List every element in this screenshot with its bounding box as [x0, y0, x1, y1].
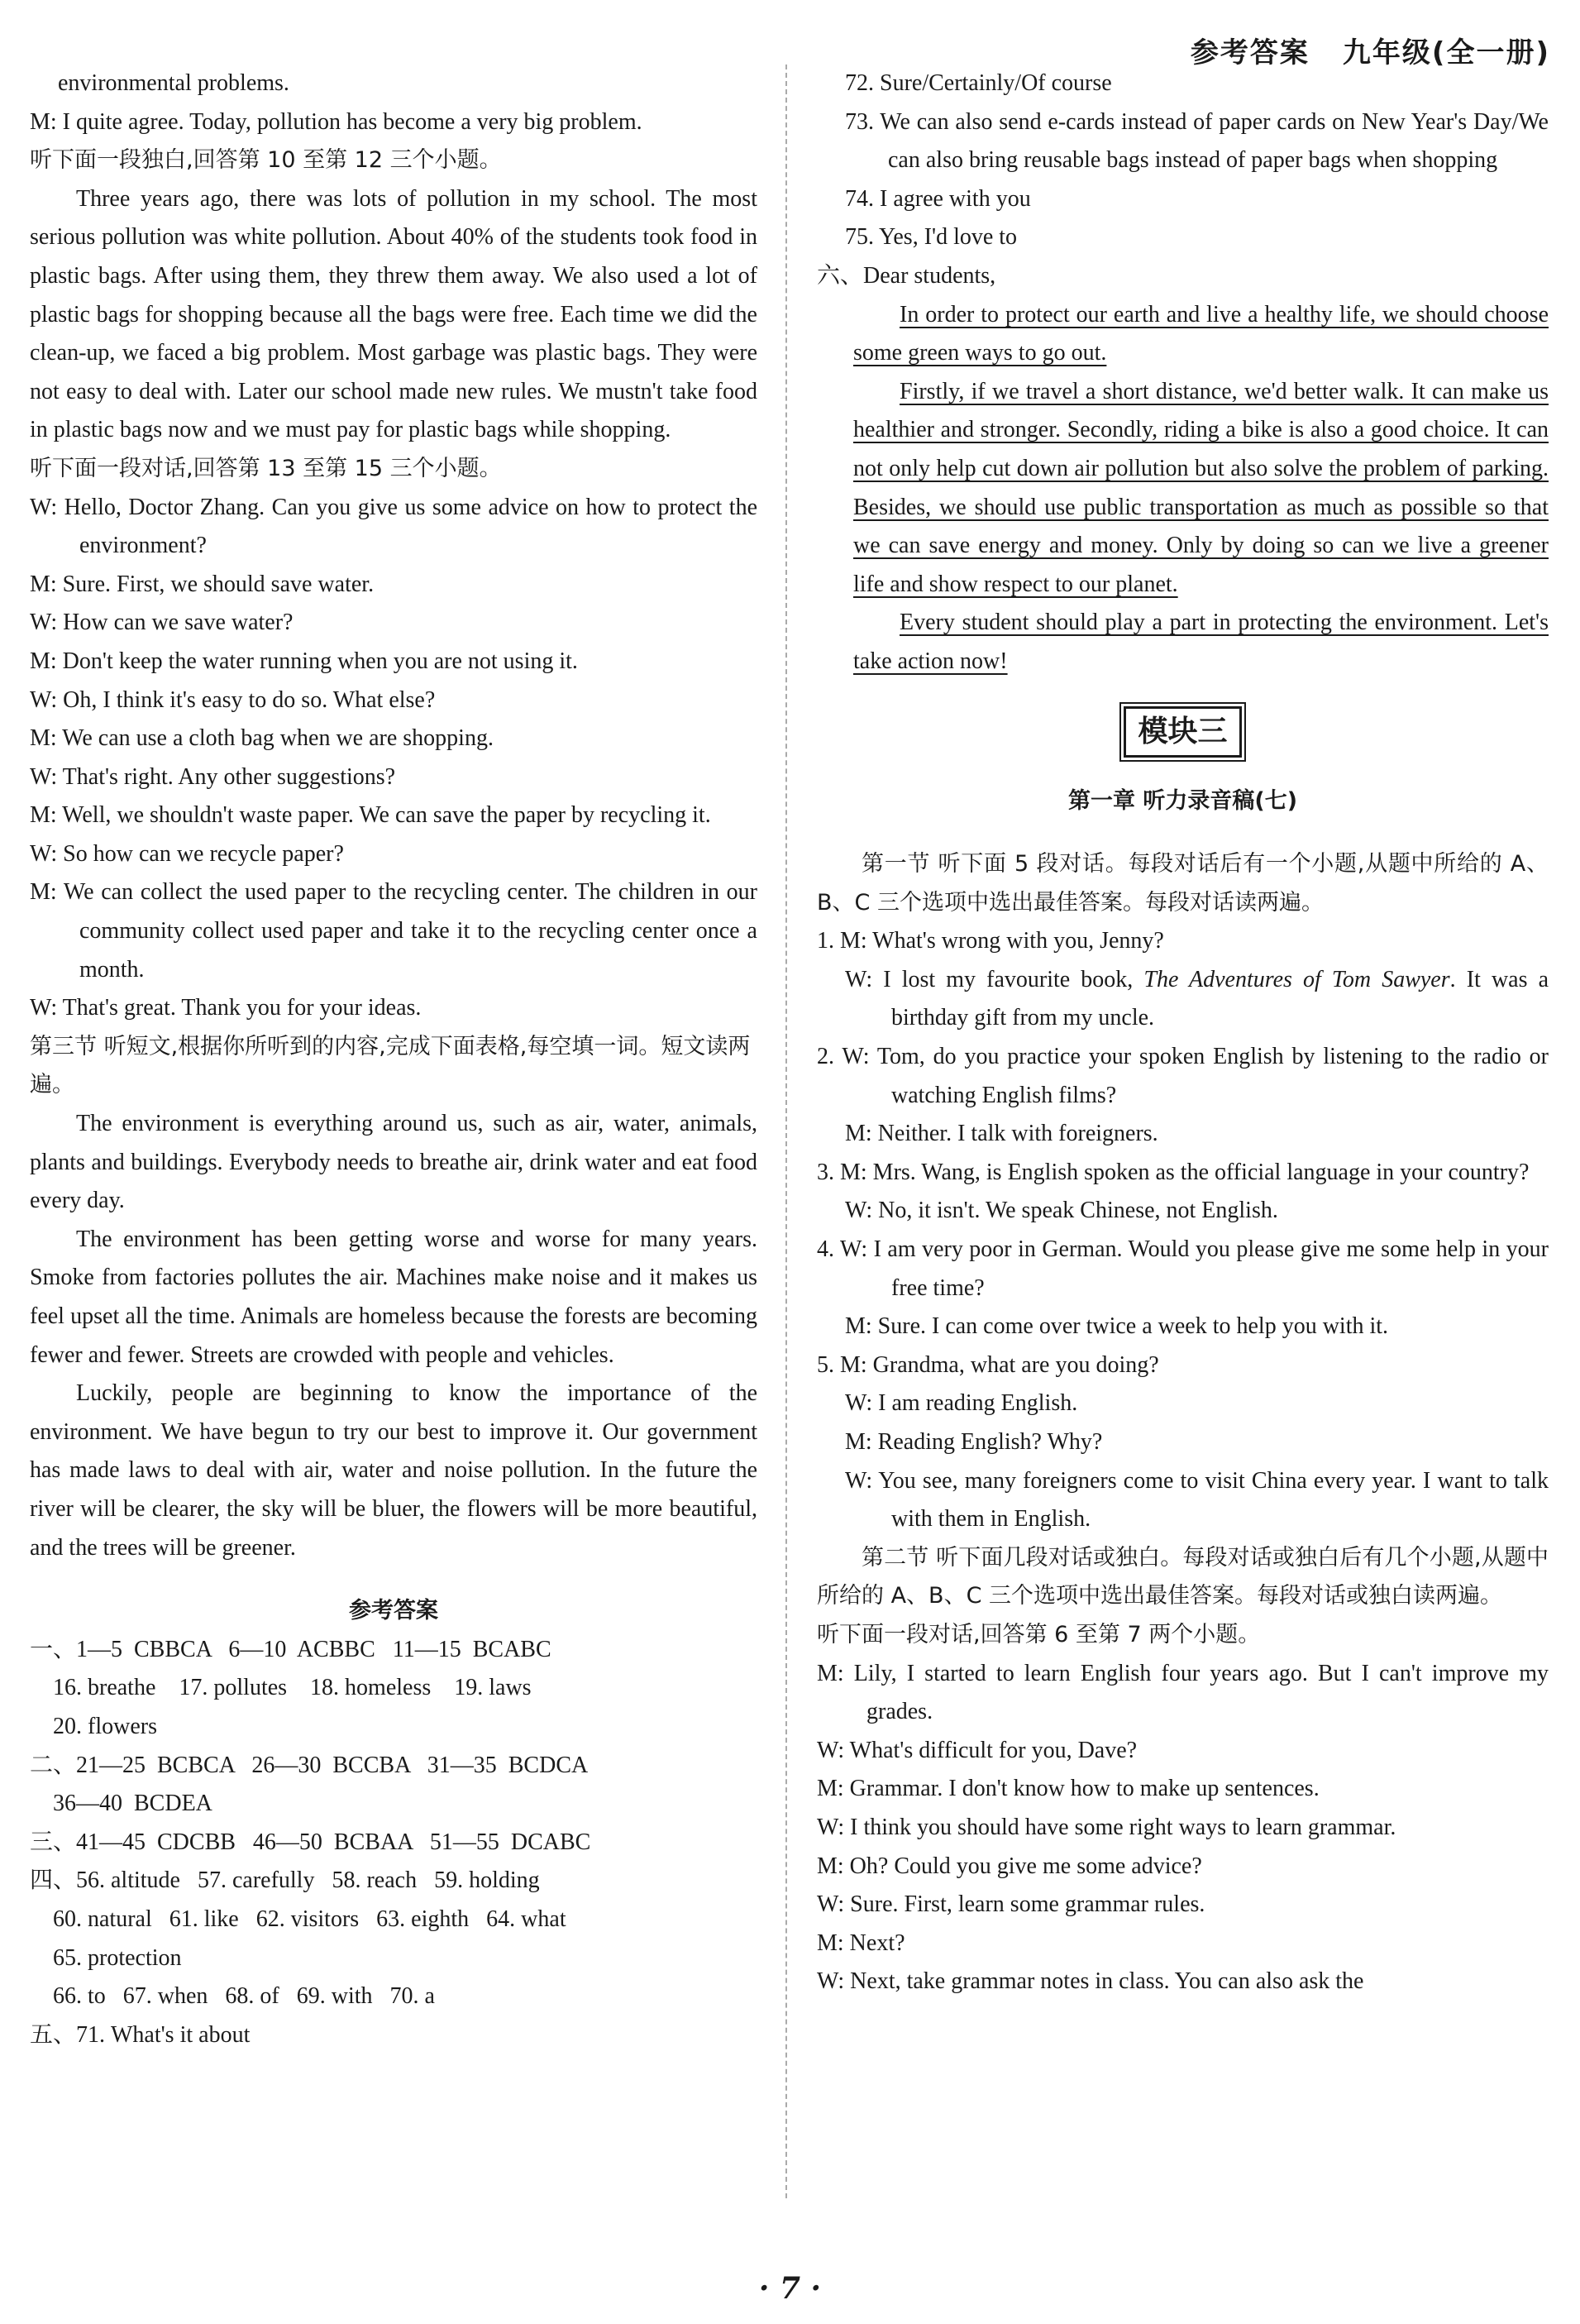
question-dialog: M: Neither. I talk with foreigners. — [845, 1121, 1158, 1147]
answer-line: 72. Sure/Certainly/Of course — [845, 70, 1112, 96]
question-dialog: W: I am reading English. — [845, 1390, 1078, 1417]
section-instruction: 听下面一段对话,回答第 13 至第 15 三个小题。 — [30, 455, 502, 481]
dialog-line: M: We can use a cloth bag when we are shopping. — [30, 725, 494, 752]
dialog-line: M: Grammar. I don't know how to make up sentences. — [817, 1776, 1320, 1802]
answer-line: 20. flowers — [30, 1713, 157, 1739]
underlined-text: Every student should play a part in protecting the environment. Let's take action now! — [853, 610, 1549, 674]
essay-salutation: 六、Dear students, — [817, 262, 996, 289]
answer-line: 三、41—45 CDCBB 46—50 BCBAA 51—55 DCABC — [30, 1829, 591, 1855]
section-heading: 第一节 听下面 5 段对话。每段对话后有一个小题,从题中所给的 A、B、C 三个选项中选出最佳答案。每段对话读两遍。 — [817, 851, 1549, 916]
essay-paragraph — [817, 373, 1549, 605]
dialog-line: W: That's right. Any other suggestions? — [30, 763, 396, 790]
header-grade: 九年级(全一册) — [1342, 36, 1550, 69]
answer-line: 75. Yes, I'd love to — [845, 224, 1018, 251]
dialog-line: W: I think you should have some right ways to learn grammar. — [817, 1814, 1396, 1840]
passage-paragraph: Luckily, people are beginning to know the importance of the environment. We have begun to try our best to improve it. Our government has made laws to deal with air, water and noise pollution. In the future the river will be clearer, the sky will be bluer, the flowers will be more beautiful, and the trees will be greener. — [30, 1380, 757, 1561]
section-heading: 第二节 听下面几段对话或独白。每段对话或独白后有几个小题,从题中所给的 A、B、C 三个选项中选出最佳答案。每段对话或独白读两遍。 — [817, 1544, 1549, 1609]
answer-line: 60. natural 61. like 62. visitors 63. eighth 64. what — [30, 1906, 566, 1932]
answer-line: 65. protection — [30, 1944, 182, 1971]
answer-line: 五、71. What's it about — [30, 2021, 251, 2048]
right-column — [817, 65, 1549, 2001]
question-dialog: M: Reading English? Why? — [845, 1429, 1103, 1455]
passage-paragraph: The environment has been getting worse and worse for many years. Smoke from factories pollutes the air. Machines make noise and it makes us feel upset all the time. Animals are homeless because the forests are becoming fewer and fewer. Streets are crowded with people and vehicles. — [30, 1226, 757, 1368]
passage-paragraph: The environment is everything around us, such as air, water, animals, plants and buildings. Everybody needs to breathe air, drink water and eat food every day. — [30, 1111, 757, 1214]
dialog-line: M: Oh? Could you give me some advice? — [817, 1853, 1202, 1879]
dialog-line: M: We can collect the used paper to the recycling center. The children in our community collect used paper and take it to the recycling center once a month. — [30, 879, 757, 983]
column-divider — [785, 65, 787, 2198]
dialog-line: W: That's great. Thank you for your ideas. — [30, 995, 422, 1021]
answer-line: 73. We can also send e-cards instead of paper cards on New Year's Day/We can also bring reusable bags instead of paper bags when shopping — [845, 108, 1549, 174]
essay-paragraph — [817, 604, 1549, 681]
dialog-line: W: Sure. First, learn some grammar rules. — [817, 1891, 1205, 1918]
section-instruction: 听下面一段独白,回答第 10 至第 12 三个小题。 — [30, 147, 502, 174]
answer-key — [30, 1631, 757, 2055]
answer-line: 二、21—25 BCBCA 26—30 BCCBA 31—35 BCDCA — [30, 1752, 589, 1778]
book-title: The Adventures of Tom Sawyer — [1143, 966, 1450, 992]
underlined-text: Firstly, if we travel a short distance, we'd better walk. It can make us healthier and stronger. Secondly, riding a bike is also a good choice. It can not only help cut down air pollution but also solve the problem of parking. Besides, we should use public transportation as much as possible so that we can save energy and money. Only by doing so can we live a greener life and show respect to our planet. — [853, 378, 1549, 597]
dialog-line: M: Next? — [817, 1929, 905, 1956]
question-dialog: W: You see, many foreigners come to visit China every year. I want to talk with them in English. — [845, 1467, 1549, 1533]
answer-line: 一、1—5 CBBCA 6—10 ACBBC 11—15 BCABC — [30, 1636, 551, 1662]
module-heading — [817, 706, 1549, 758]
dialog-text: . It was a birthday gift from my uncle. — [891, 966, 1549, 1031]
dialog-line: M: Sure. First, we should save water. — [30, 571, 375, 597]
dialog-line: M: I quite agree. Today, pollution has become a very big problem. — [30, 108, 642, 135]
module-title: 模块三 — [1124, 706, 1241, 758]
page-number: · 7 · — [758, 2271, 822, 2306]
answer-line: 四、56. altitude 57. carefully 58. reach 59. holding — [30, 1867, 540, 1894]
dialog-line: W: Hello, Doctor Zhang. Can you give us some advice on how to protect the environment? — [30, 494, 757, 559]
dialog-line: W: Next, take grammar notes in class. You can also ask the — [817, 1968, 1364, 1995]
monologue-paragraph: Three years ago, there was lots of pollution in my school. The most serious pollution was white pollution. About 40% of the students took food in plastic bags. After using them, they threw them away. We also used a lot of plastic bags for shopping because all the bags were free. Each time we did the clean-up, we faced a big problem. Most garbage was plastic bags. They were not easy to deal with. Later our school made new rules. We mustn't take food in plastic bags now and we must pay for plastic bags while shopping. — [30, 185, 757, 443]
dialog-line: M: Don't keep the water running when you are not using it. — [30, 648, 578, 674]
section-heading: 第三节 听短文,根据你所听到的内容,完成下面表格,每空填一词。短文读两遍。 — [30, 1033, 751, 1098]
question-dialog: W: No, it isn't. We speak Chinese, not English. — [845, 1198, 1278, 1224]
chapter-title: 第一章 听力录音稿(七) — [1067, 787, 1298, 814]
dialog-line: W: How can we save water? — [30, 610, 294, 636]
question-dialog: 4. W: I am very poor in German. Would you please give me some help in your free time? — [817, 1236, 1549, 1301]
answers-title: 参考答案 — [349, 1598, 438, 1624]
left-column — [30, 65, 757, 2054]
question-dialog: 1. M: What's wrong with you, Jenny? — [817, 928, 1164, 954]
text-line: environmental problems. — [58, 70, 289, 96]
dialog-text: W: I lost my favourite book, — [845, 966, 1144, 992]
dialog-line: M: Lily, I started to learn English four years ago. But I can't improve my grades. — [817, 1660, 1549, 1725]
header-title: 参考答案 — [1190, 36, 1310, 69]
question-dialog: 3. M: Mrs. Wang, is English spoken as the official language in your country? — [817, 1159, 1530, 1185]
question-dialog: 2. W: Tom, do you practice your spoken English by listening to the radio or watching English films? — [817, 1044, 1549, 1108]
dialog-line: M: Well, we shouldn't waste paper. We can save the paper by recycling it. — [30, 802, 711, 829]
dialog-line: W: Oh, I think it's easy to do so. What else? — [30, 686, 436, 713]
dialog-line: W: So how can we recycle paper? — [30, 840, 344, 867]
dialog-line: W: What's difficult for you, Dave? — [817, 1737, 1138, 1763]
underlined-text: In order to protect our earth and live a healthy life, we should choose some green ways to go out. — [853, 301, 1549, 366]
question-dialog — [817, 961, 1549, 1038]
answer-line: 74. I agree with you — [845, 185, 1031, 212]
section-instruction: 听下面一段对话,回答第 6 至第 7 两个小题。 — [817, 1621, 1261, 1647]
answer-line: 36—40 BCDEA — [30, 1791, 212, 1817]
question-dialog: M: Sure. I can come over twice a week to help you with it. — [845, 1313, 1389, 1340]
question-dialog: 5. M: Grandma, what are you doing? — [817, 1351, 1159, 1378]
answer-line: 66. to 67. when 68. of 69. with 70. a — [30, 1983, 435, 2010]
answer-line: 16. breathe 17. pollutes 18. homeless 19. laws — [30, 1675, 532, 1701]
essay-paragraph — [817, 296, 1549, 373]
